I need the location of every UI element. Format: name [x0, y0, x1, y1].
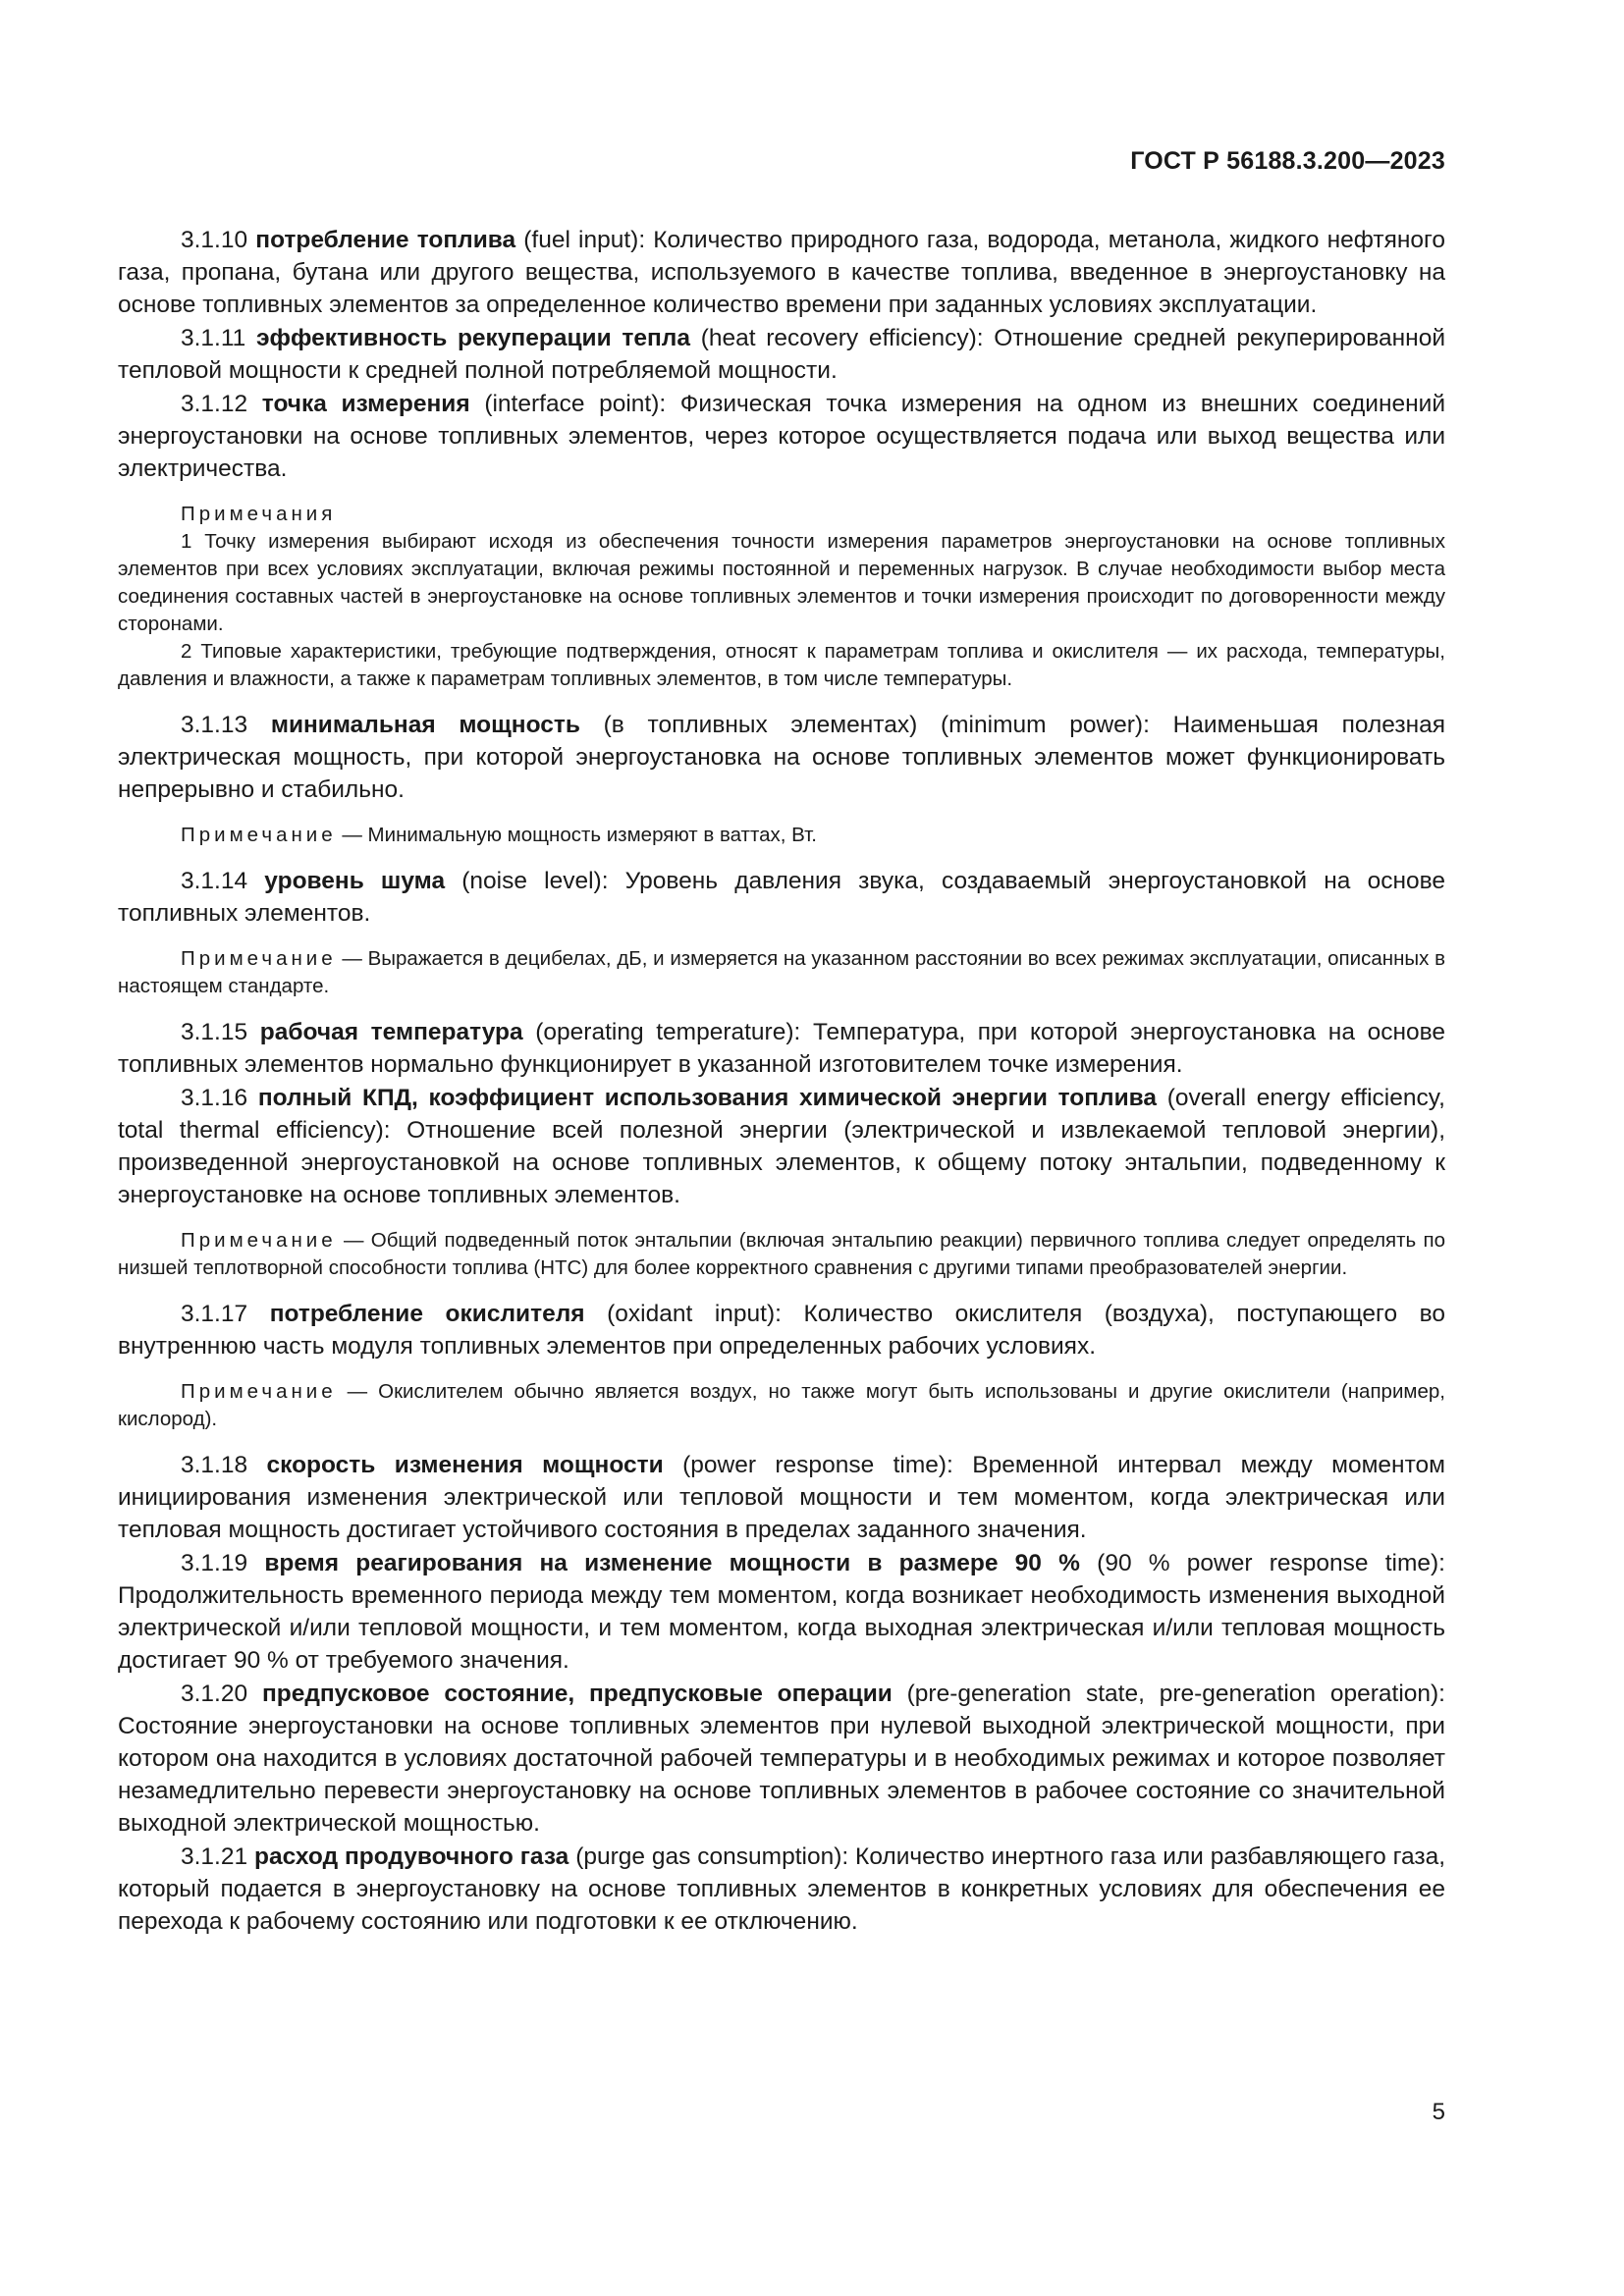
term-3-1-12 — [118, 388, 1445, 485]
term-title: минимальная мощность — [270, 712, 580, 738]
note-item-1: 1 Точку измерения выбирают исходя из обеспечения точности измерения параметров энергоустановки на основе топливных элементов при всех условиях эксплуатации, включая режимы постоянной и переменных нагрузок. В случае необходимости выбор места соединения составных частей в энергоустановке на основе топливных элементов и точки измерения происходит по договоренности между сторонами. — [118, 530, 1445, 635]
term-number: 3.1.20 — [181, 1681, 248, 1707]
note-text: — Выражается в децибелах, дБ, и измеряется на указанном расстоянии во всех режимах эксплуатации, описанных в настоящем стандарте. — [118, 947, 1446, 997]
note-3-1-13 — [118, 822, 1445, 849]
note-text: — Общий подведенный поток энтальпии (включая энтальпию реакции) первичного топлива следует определять по низшей теплотворной способности топлива (НТС) для более корректного сравнения с другими типами преобразователей энергии. — [118, 1229, 1445, 1279]
term-number: 3.1.13 — [181, 712, 248, 738]
term-title: точка измерения — [261, 391, 470, 417]
term-3-1-20 — [118, 1678, 1445, 1840]
document-body — [118, 224, 1445, 1938]
term-3-1-10 — [118, 224, 1445, 321]
note-text: — Минимальную мощность измеряют в ваттах, Вт. — [342, 824, 817, 846]
term-definition: (в топливных элементах) (minimum power): Наименьшая полезная электрическая мощность, при которой энергоустановка на основе топливных элементов может функционировать непрерывно и стабильно. — [118, 712, 1446, 803]
note-text: — Окислителем обычно является воздух, но также могут быть использованы и другие окислители (например, кислород). — [118, 1380, 1446, 1430]
term-title: предпусковое состояние, предпусковые операции — [261, 1681, 893, 1707]
term-number: 3.1.15 — [181, 1019, 248, 1045]
note-3-1-17 — [118, 1378, 1445, 1433]
note-label: Примечание — [181, 947, 337, 970]
term-number: 3.1.11 — [181, 325, 246, 351]
notes-heading: Примечания — [181, 503, 337, 525]
term-definition: (noise level): Уровень давления звука, создаваемый энергоустановкой на основе топливных элементов. — [118, 868, 1445, 927]
document-code-header: ГОСТ Р 56188.3.200—2023 — [1130, 147, 1445, 175]
term-3-1-16 — [118, 1082, 1445, 1211]
term-definition: (power response time): Временной интервал между моментом инициирования изменения электрической или тепловой мощности и тем моментом, когда электрическая или тепловая мощность достигает устойчивого состояния в пределах заданного значения. — [118, 1452, 1445, 1543]
term-number: 3.1.19 — [181, 1550, 248, 1576]
term-definition: (purge gas consumption): Количество инертного газа или разбавляющего газа, который подается в энергоустановку на основе топливных элементов в конкретных условиях для обеспечения ее перехода к рабочему состоянию или подготовки к ее отключению. — [118, 1843, 1446, 1935]
term-3-1-17 — [118, 1298, 1445, 1362]
note-label: Примечание — [181, 1380, 337, 1403]
term-title: полный КПД, коэффициент использования химической энергии топлива — [257, 1085, 1158, 1111]
term-definition: (90 % power response time): Продолжительность временного периода между тем моментом, когда возникает необходимость изменения выходной электрической и/или тепловой мощности, и тем моментом, когда выходная электрическая и/или тепловая мощность достигает 90 % от требуемого значения. — [118, 1550, 1445, 1674]
term-3-1-14 — [118, 865, 1445, 930]
term-title: скорость изменения мощности — [266, 1452, 664, 1478]
note-3-1-14 — [118, 945, 1445, 1000]
term-number: 3.1.12 — [181, 391, 248, 417]
note-label: Примечание — [181, 824, 337, 846]
term-definition: (oxidant input): Количество окислителя (воздуха), поступающего во внутреннюю часть модуля топливных элементов при определенных рабочих условиях. — [118, 1301, 1445, 1360]
page-number: 5 — [1432, 2099, 1445, 2125]
term-title: рабочая температура — [259, 1019, 523, 1045]
term-number: 3.1.14 — [181, 868, 248, 894]
term-3-1-13 — [118, 709, 1445, 806]
term-number: 3.1.18 — [181, 1452, 248, 1478]
term-title: потребление окислителя — [269, 1301, 585, 1327]
term-3-1-11 — [118, 322, 1445, 387]
note-item-2: 2 Типовые характеристики, требующие подтверждения, относят к параметрам топлива и окислителя — их расхода, температуры, давления и влажности, а также к параметрам топливных элементов, в том числе температуры. — [118, 640, 1445, 690]
term-3-1-18 — [118, 1449, 1445, 1546]
term-number: 3.1.17 — [181, 1301, 248, 1327]
term-number: 3.1.16 — [181, 1085, 248, 1111]
term-3-1-21 — [118, 1841, 1445, 1938]
term-title: расход продувочного газа — [254, 1843, 569, 1870]
term-definition: (interface point): Физическая точка измерения на одном из внешних соединений энергоустановки на основе топливных элементов, через которое осуществляется подача или выход вещества или электричества. — [118, 391, 1446, 482]
term-definition: (overall energy efficiency, total thermal efficiency): Отношение всей полезной энергии (электрической и извлекаемой тепловой энергии), произведенной энергоустановкой на основе топливных элементов, к общему потоку энтальпии, подведенному к энергоустановке на основе топливных элементов. — [118, 1085, 1445, 1208]
term-number: 3.1.10 — [181, 227, 248, 253]
term-3-1-19 — [118, 1547, 1445, 1677]
term-title: потребление топлива — [255, 227, 516, 253]
term-title: время реагирования на изменение мощности в размере 90 % — [264, 1550, 1080, 1576]
note-3-1-16 — [118, 1227, 1445, 1282]
term-3-1-15 — [118, 1016, 1445, 1081]
term-definition: (heat recovery efficiency): Отношение средней рекуперированной тепловой мощности к средней полной потребляемой мощности. — [118, 325, 1446, 384]
term-definition: (operating temperature): Температура, при которой энергоустановка на основе топливных элементов нормально функционирует в указанной изготовителем точке измерения. — [118, 1019, 1445, 1078]
term-number: 3.1.21 — [181, 1843, 248, 1870]
term-title: уровень шума — [264, 868, 446, 894]
term-definition: (pre-generation state, pre-generation operation): Состояние энергоустановки на основе топливных элементов при нулевой выходной электрической мощности, при котором она находится в условиях достаточной рабочей температуры и в необходимых режимах и которое позволяет незамедлительно перевести энергоустановку на основе топливных элементов в рабочее состояние со значительной выходной электрической мощностью. — [118, 1681, 1445, 1837]
term-definition: (fuel input): Количество природного газа, водорода, метанола, жидкого нефтяного газа, пропана, бутана или другого вещества, используемого в качестве топлива, введенное в энергоустановку на основе топливных элементов за определенное количество времени при заданных условиях эксплуатации. — [118, 227, 1446, 318]
note-label: Примечание — [181, 1229, 337, 1252]
term-title: эффективность рекуперации тепла — [256, 325, 690, 351]
